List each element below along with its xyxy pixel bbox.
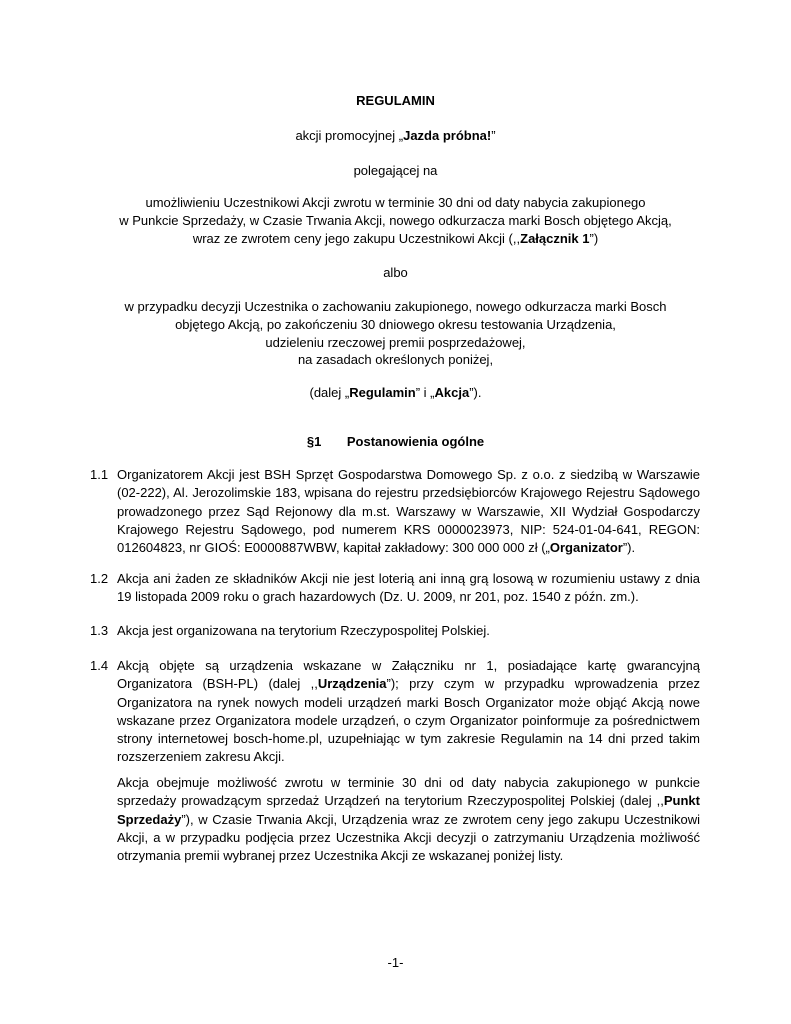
intro-line-10: na zasadach określonych poniżej, (297, 352, 494, 367)
intro-line-polegajacej: polegającej na (353, 163, 438, 178)
page-number: -1- (387, 955, 404, 970)
intro-line-promo: akcji promocyjnej „Jazda próbna!” (295, 128, 496, 143)
intro-line-7: w przypadku decyzji Uczestnika o zachowaniu zakupionego, nowego odkurzacza marki Bosch (124, 299, 667, 314)
section-heading (0, 434, 791, 449)
document-title: REGULAMIN (356, 93, 435, 108)
paragraph-number: 1.2 (90, 571, 109, 586)
intro-line-5: wraz ze zwrotem ceny jego zakupu Uczestnikowi Akcji (,,Załącznik 1”) (192, 231, 599, 246)
paragraph-1-4 (90, 657, 700, 767)
intro-line-3: umożliwieniu Uczestnikowi Akcji zwrotu w terminie 30 dni od daty nabycia zakupionego (145, 195, 646, 210)
paragraph-text: Akcja jest organizowana na terytorium Rzeczypospolitej Polskiej. (117, 623, 490, 638)
section-number: §1 (306, 434, 322, 449)
intro-line-9: udzieleniu rzeczowej premii posprzedażowej, (265, 335, 526, 350)
promo-name: Jazda próbna! (403, 128, 492, 143)
paragraph-text: Akcja ani żaden ze składników Akcji nie jest loterią ani inną grą losową w rozumieniu ustawy z dnia 19 listopada 2009 roku o grach hazardowych (Dz. U. 2009, nr 201, poz. 1540 z późn. zm.). (117, 571, 700, 605)
intro-line-4: w Punkcie Sprzedaży, w Czasie Trwania Akcji, nowego odkurzacza marki Bosch objętego Akcją, (119, 213, 672, 228)
paragraph-1-4-continuation: Akcja obejmuje możliwość zwrotu w terminie 30 dni od daty nabycia zakupionego w punkcie sprzedaży prowadzącym sprzedaż Urządzeń na terytorium Rzeczypospolitej Polskiej (dalej ,,Punkt Sprzedaży”), w Czasie Trwania Akcji, Urządzenia wraz ze zwrotem ceny jego zakupu Uczestnikowi Akcji, a w przypadku podjęcia przez Uczestnika Akcji decyzji o zatrzymaniu Urządzenia możliwość otrzymania premii wybranej przez Uczestnika Akcji ze wskazanej poniżej listy. (117, 775, 700, 864)
intro-line-dalej: (dalej „Regulamin” i „Akcja”). (309, 385, 482, 400)
intro-line-albo: albo (383, 265, 408, 280)
paragraph-text: Akcją objęte są urządzenia wskazane w Załączniku nr 1, posiadające kartę gwarancyjną Organizatora (BSH-PL) (dalej ,,Urządzenia”); przy czym w przypadku wprowadzenia przez Organizatora na rynek nowych modeli urządzeń marki Bosch Organizator może objąć Akcją nowe wskazane przez Organizatora modele urządzeń, o czym Organizator poinformuje za pośrednictwem strony internetowej bosch-home.pl, uzupełniając w tym zakresie Regulamin na 14 dni przed takim rozszerzeniem zakresu Akcji. (117, 658, 701, 765)
paragraph-1-2 (90, 570, 700, 607)
paragraph-text: Organizatorem Akcji jest BSH Sprzęt Gospodarstwa Domowego Sp. z o.o. z siedzibą w Warszawie (02-222), Al. Jerozolimskie 183, wpisana do rejestru przedsiębiorców Krajowego Rejestru Sądowego prowadzonego przez Sąd Rejonowy dla m.st. Warszawy w Warszawie, XII Wydział Gospodarczy Krajowego Rejestru Sądowego, pod numerem KRS 0000023973, NIP: 524-01-04-641, REGON: 012604823, nr GIOŚ: E0000887WBW, kapitał zakładowy: 300 000 000 zł („Organizator”). (117, 467, 700, 556)
section-title: Postanowienia ogólne (346, 434, 485, 449)
paragraph-number: 1.3 (90, 623, 109, 638)
paragraph-number: 1.4 (90, 658, 109, 673)
paragraph-1-1 (90, 466, 700, 557)
intro-line-8: objętego Akcją, po zakończeniu 30 dniowego okresu testowania Urządzenia, (175, 317, 616, 332)
paragraph-number: 1.1 (90, 467, 109, 482)
paragraph-1-3 (90, 622, 700, 640)
